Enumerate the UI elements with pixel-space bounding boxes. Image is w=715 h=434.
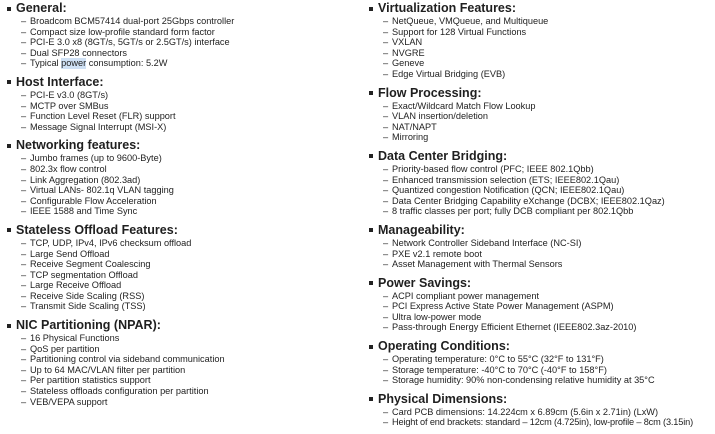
section-title-text: Host Interface: (16, 74, 104, 89)
list-item (21, 333, 355, 344)
section-title (367, 223, 712, 238)
dash-bullet: – (383, 47, 389, 58)
list-item (383, 407, 712, 418)
dash-bullet: – (21, 301, 27, 312)
list-item-text: PCI Express Active State Power Management (ASPM) (392, 301, 614, 312)
square-bullet-icon (7, 144, 11, 148)
list-item (21, 206, 355, 217)
dash-bullet: – (383, 354, 389, 365)
list-item-text: 8 traffic classes per port; fully DCB compliant per 802.1Qbb (392, 206, 634, 217)
list-item (383, 291, 712, 302)
list-item (21, 37, 355, 48)
dash-bullet: – (21, 100, 27, 111)
square-bullet-icon (7, 324, 11, 328)
list-item (21, 90, 355, 101)
dash-bullet: – (383, 163, 389, 174)
list-item (21, 238, 355, 249)
list-item-text: Large Receive Offload (30, 280, 122, 291)
dash-bullet: – (21, 37, 27, 48)
list-item (383, 259, 712, 270)
list-item-text: VEB/VEPA support (30, 396, 108, 407)
list-item-text: 802.3x flow control (30, 163, 107, 174)
list-item-text: Quantized congestion Notification (QCN; IEEE802.1Qau) (392, 185, 625, 196)
list-item-text: 16 Physical Functions (30, 333, 120, 344)
dash-bullet: – (383, 121, 389, 132)
dash-bullet: – (21, 16, 27, 26)
dash-bullet: – (383, 195, 389, 206)
dash-bullet: – (383, 290, 389, 301)
list-item-text: PCI-E v3.0 (8GT/s) (30, 89, 109, 100)
section-title (5, 318, 355, 333)
list-item-text: Stateless offloads configuration per partition (30, 386, 209, 397)
list-item (383, 365, 712, 376)
dash-bullet: – (21, 333, 27, 344)
square-bullet-icon (369, 154, 373, 158)
square-bullet-icon (369, 397, 373, 401)
list-item-text: Operating temperature: 0°C to 55°C (32°F to 131°F) (392, 354, 604, 365)
section-list (367, 291, 712, 333)
dash-bullet: – (21, 111, 27, 122)
list-item (21, 344, 355, 355)
dash-bullet: – (383, 16, 389, 26)
list-item (21, 185, 355, 196)
list-item (383, 122, 712, 133)
list-item-text: NVGRE (392, 47, 425, 58)
dash-bullet: – (383, 37, 389, 48)
list-item-text: ACPI compliant power management (392, 290, 540, 301)
section-title (367, 149, 712, 164)
list-item (21, 375, 355, 386)
list-item-text: Configurable Flow Acceleration (30, 195, 157, 206)
dash-bullet: – (21, 206, 27, 217)
square-bullet-icon (369, 91, 373, 95)
list-item (383, 111, 712, 122)
dash-bullet: – (383, 132, 389, 143)
dash-bullet: – (21, 396, 27, 407)
dash-bullet: – (21, 269, 27, 280)
section-manageability (367, 223, 712, 270)
section-title-text: Data Center Bridging: (378, 148, 508, 163)
dash-bullet: – (21, 343, 27, 354)
list-item (21, 249, 355, 260)
list-item (21, 397, 355, 408)
list-item-text: Storage humidity: 90% non-condensing relative humidity at 35°C (392, 375, 655, 386)
list-item (21, 175, 355, 186)
square-bullet-icon (7, 228, 11, 232)
list-item-text: VLAN insertion/deletion (392, 111, 489, 122)
list-item (383, 206, 712, 217)
list-item-text: Exact/Wildcard Match Flow Lookup (392, 100, 536, 111)
list-item (383, 249, 712, 260)
section-title-text: Operating Conditions: (378, 339, 510, 354)
dash-bullet: – (21, 386, 27, 397)
dash-bullet: – (21, 185, 27, 196)
list-item (383, 27, 712, 38)
list-item-text: Asset Management with Thermal Sensors (392, 259, 563, 270)
list-item-text: Transmit Side Scaling (TSS) (30, 301, 146, 312)
section-title (367, 86, 712, 101)
list-item-text: Edge Virtual Bridging (EVB) (392, 68, 506, 79)
dash-bullet: – (21, 174, 27, 185)
dash-bullet: – (383, 311, 389, 322)
left-column (5, 1, 355, 413)
dash-bullet: – (21, 195, 27, 206)
section-list (5, 90, 355, 132)
section-title (5, 223, 355, 238)
list-item (383, 238, 712, 249)
section-title (367, 1, 712, 16)
section-host-interface (5, 75, 355, 132)
list-item (383, 58, 712, 69)
list-item-text: Partitioning control via sideband communication (30, 354, 225, 365)
list-item-text: Broadcom BCM57414 dual-port 25Gbps controller (30, 16, 235, 26)
list-item-text: TCP segmentation Offload (30, 269, 138, 280)
list-item (21, 270, 355, 281)
list-item-text: NetQueue, VMQueue, and Multiqueue (392, 16, 549, 26)
section-title (5, 138, 355, 153)
list-item (383, 37, 712, 48)
dash-bullet: – (21, 354, 27, 365)
list-item (21, 122, 355, 133)
dash-bullet: – (21, 121, 27, 132)
list-item (383, 354, 712, 365)
dash-bullet: – (383, 248, 389, 259)
list-item-text: PCI-E 3.0 x8 (8GT/s, 5GT/s or 2.5GT/s) interface (30, 37, 230, 48)
dash-bullet: – (383, 406, 389, 417)
list-item-text: Dual SFP28 connectors (30, 47, 128, 58)
section-title-text: Stateless Offload Features: (16, 222, 178, 237)
list-item-text: Virtual LANs- 802.1q VLAN tagging (30, 185, 174, 196)
list-item (21, 280, 355, 291)
list-item-text: MCTP over SMBus (30, 100, 109, 111)
dash-bullet: – (383, 417, 389, 428)
section-list (5, 333, 355, 407)
list-item (21, 196, 355, 207)
list-item-text: Receive Side Scaling (RSS) (30, 290, 145, 301)
section-list (5, 153, 355, 217)
dash-bullet: – (383, 100, 389, 111)
list-item-text: Height of end brackets: standard – 12cm (4.725in), low-profile – 8cm (3.15in) (392, 417, 693, 428)
list-item (383, 132, 712, 143)
dash-bullet: – (21, 259, 27, 270)
list-item (21, 16, 355, 27)
section-general (5, 1, 355, 69)
dash-bullet: – (383, 111, 389, 122)
section-data-center-bridging (367, 149, 712, 217)
dash-bullet: – (21, 153, 27, 164)
section-power-savings (367, 276, 712, 333)
section-title-text: Manageability: (378, 222, 465, 237)
dash-bullet: – (21, 89, 27, 100)
list-item (383, 185, 712, 196)
list-item-text: Pass-through Energy Efficient Ethernet (IEEE802.3az-2010) (392, 322, 637, 333)
list-item-text: QoS per partition (30, 343, 100, 354)
list-item-text: Ultra low-power mode (392, 311, 482, 322)
dash-bullet: – (383, 375, 389, 386)
square-bullet-icon (7, 80, 11, 84)
list-item-text: Storage temperature: -40°C to 70°C (-40°F to 158°F) (392, 364, 607, 375)
list-item (383, 322, 712, 333)
list-item-text: Message Signal Interrupt (MSI-X) (30, 121, 167, 132)
list-item (21, 153, 355, 164)
list-item (21, 101, 355, 112)
dash-bullet: – (383, 185, 389, 196)
section-list (367, 101, 712, 143)
list-item (383, 196, 712, 207)
section-title (5, 1, 355, 16)
power-suffix: consumption: 5.2W (86, 58, 168, 69)
list-item-text: Compact size low-profile standard form factor (30, 26, 215, 37)
list-item (383, 69, 712, 80)
list-item-text: Up to 64 MAC/VLAN filter per partition (30, 364, 186, 375)
section-list (367, 238, 712, 270)
power-prefix: Typical (30, 58, 62, 69)
list-item-text: Per partition statistics support (30, 375, 151, 386)
section-title-text: Virtualization Features: (378, 1, 516, 15)
list-item-text: IEEE 1588 and Time Sync (30, 206, 138, 217)
section-title (367, 276, 712, 291)
dash-bullet: – (383, 174, 389, 185)
dash-bullet: – (21, 47, 27, 58)
list-item-text: Large Send Offload (30, 248, 110, 259)
list-item (21, 301, 355, 312)
section-title-text: NIC Partitioning (NPAR): (16, 318, 161, 333)
list-item-text: Jumbo frames (up to 9600-Byte) (30, 153, 162, 164)
section-title-text: Power Savings: (378, 275, 472, 290)
list-item (383, 16, 712, 27)
list-item-text: Geneve (392, 58, 425, 69)
dash-bullet: – (21, 237, 27, 248)
dash-bullet: – (383, 364, 389, 375)
square-bullet-icon (369, 7, 373, 11)
section-list (367, 16, 712, 80)
dash-bullet: – (383, 206, 389, 217)
list-item (383, 301, 712, 312)
square-bullet-icon (369, 345, 373, 349)
dash-bullet: – (21, 26, 27, 37)
list-item-text: TCP, UDP, IPv4, IPv6 checksum offload (30, 237, 192, 248)
list-item-text: Link Aggregation (802.3ad) (30, 174, 141, 185)
section-title-text: Physical Dimensions: (378, 391, 508, 406)
list-item (383, 48, 712, 59)
list-item (21, 48, 355, 59)
selected-text-highlight[interactable]: power (61, 58, 87, 69)
dash-bullet: – (383, 58, 389, 69)
dash-bullet: – (383, 26, 389, 37)
dash-bullet: – (21, 248, 27, 259)
list-item-text: VXLAN (392, 37, 423, 48)
dash-bullet: – (21, 364, 27, 375)
list-item (21, 354, 355, 365)
section-title (367, 339, 712, 354)
section-title-text: Networking features: (16, 138, 141, 153)
list-item (383, 101, 712, 112)
list-item-text: Function Level Reset (FLR) support (30, 111, 176, 122)
list-item (21, 386, 355, 397)
section-title-text: General: (16, 1, 67, 15)
list-item (21, 291, 355, 302)
square-bullet-icon (7, 7, 11, 11)
list-item-text: Support for 128 Virtual Functions (392, 26, 527, 37)
list-item (21, 164, 355, 175)
dash-bullet: – (21, 280, 27, 291)
section-networking-features (5, 138, 355, 217)
list-item-text: Receive Segment Coalescing (30, 259, 151, 270)
list-item-text: Data Center Bridging Capability eXchange (DCBX; IEEE802.1Qaz) (392, 195, 665, 206)
list-item (21, 111, 355, 122)
list-item-text: Card PCB dimensions: 14.224cm x 6.89cm (5.6in x 2.71in) (LxW) (392, 406, 659, 417)
section-list (367, 354, 712, 386)
list-item (383, 164, 712, 175)
dash-bullet: – (383, 322, 389, 333)
list-item-power (21, 58, 355, 69)
dash-bullet: – (21, 290, 27, 301)
list-item (21, 365, 355, 376)
list-item-text: Mirroring (392, 132, 429, 143)
dash-bullet: – (383, 301, 389, 312)
dash-bullet: – (21, 163, 27, 174)
list-item-text: NAT/NAPT (392, 121, 437, 132)
section-stateless-offload (5, 223, 355, 312)
list-item (383, 375, 712, 386)
dash-bullet: – (383, 259, 389, 270)
section-operating-conditions (367, 339, 712, 386)
list-item-text: Network Controller Sideband Interface (NC-SI) (392, 237, 582, 248)
section-title-text: Flow Processing: (378, 85, 482, 100)
dash-bullet: – (21, 58, 27, 69)
dash-bullet: – (383, 237, 389, 248)
square-bullet-icon (369, 281, 373, 285)
dash-bullet: – (383, 68, 389, 79)
list-item (21, 27, 355, 38)
list-item (383, 175, 712, 186)
section-title (5, 75, 355, 90)
section-list (5, 16, 355, 69)
list-item-text: Priority-based flow control (PFC; IEEE 802.1Qbb) (392, 163, 594, 174)
dash-bullet: – (21, 375, 27, 386)
list-item (21, 259, 355, 270)
section-list (367, 164, 712, 217)
right-column (367, 1, 712, 434)
section-virtualization (367, 1, 712, 80)
section-nic-partitioning (5, 318, 355, 407)
list-item-text: Enhanced transmission selection (ETS; IEEE802.1Qau) (392, 174, 620, 185)
section-flow-processing (367, 86, 712, 143)
section-physical-dimensions (367, 392, 712, 428)
section-list (367, 407, 712, 428)
square-bullet-icon (369, 228, 373, 232)
list-item (383, 417, 712, 428)
section-list (5, 238, 355, 312)
section-title (367, 392, 712, 407)
list-item (383, 312, 712, 323)
list-item-text: PXE v2.1 remote boot (392, 248, 482, 259)
